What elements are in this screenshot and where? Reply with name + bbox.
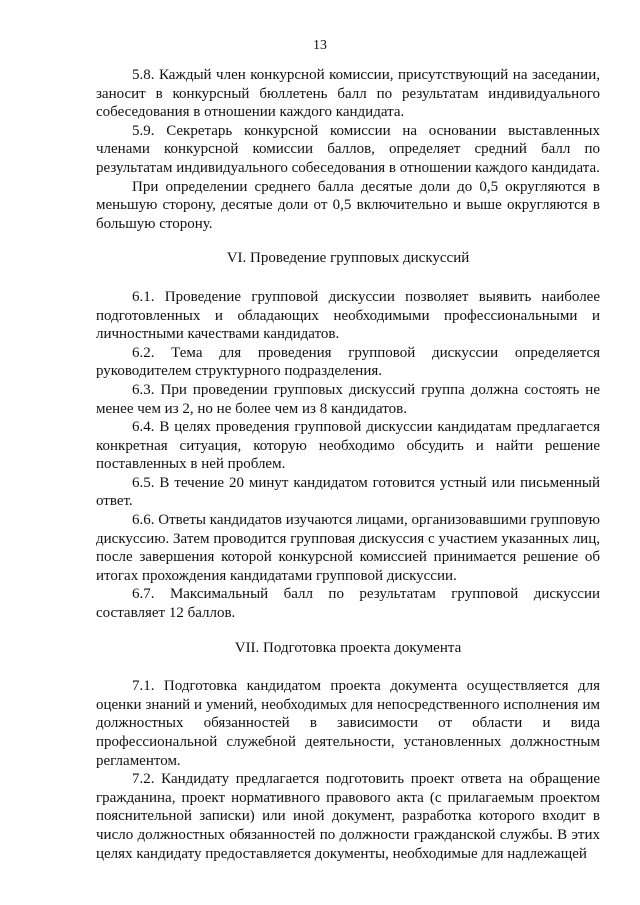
paragraph-5-8: 5.8. Каждый член конкурсной комиссии, присутствующий на заседании, заносит в конкурсный бюллетень балл по результатам индивидуального собеседования в отношении каждого кандидата. (96, 67, 600, 121)
paragraph-7-1: 7.1. Подготовка кандидатом проекта документа осуществляется для оценки знаний и умений, необходимых для непосредственного исполнения им должностных обязанностей в зависимости от области и вида профессиональной служебной деятельности, установленных должностным регламентом. (96, 678, 600, 769)
paragraph-6-7: 6.7. Максимальный балл по результатам групповой дискуссии составляет 12 баллов. (96, 586, 600, 622)
section-7-heading: VII. Подготовка проекта документа (234, 639, 462, 656)
paragraph-7-2: 7.2. Кандидату предлагается подготовить проект ответа на обращение гражданина, проект нормативного правового акта (с прилагаемым проектом пояснительной записки) или иной документ, разработка которого входит в число должностных обязанностей по должности гражданской службы. В этих целях кандидату предоставляется документы, необходимые для надлежащей (96, 771, 600, 862)
section-6-heading: VI. Проведение групповых дискуссий (226, 250, 470, 267)
paragraph-6-5: 6.5. В течение 20 минут кандидатом готовится устный или письменный ответ. (96, 474, 600, 510)
paragraph-6-1: 6.1. Проведение групповой дискуссии позволяет выявить наиболее подготовленных и обладающих необходимыми профессиональными и личностными качествами кандидатов. (96, 288, 600, 343)
paragraph-rounding-rule: При определении среднего балла десятые доли до 0,5 округляются в меньшую сторону, десятые доли от 0,5 включительно и выше округляются в большую сторону. (96, 178, 600, 232)
paragraph-6-6: 6.6. Ответы кандидатов изучаются лицами, организовавшими групповую дискуссию. Затем проводится групповая дискуссия с участием указанных лиц, после завершения которой конкурсной комиссией принимается решение об итогах прохождения кандидатами групповой дискуссии. (96, 512, 600, 584)
document-body (96, 66, 600, 863)
paragraph-6-2: 6.2. Тема для проведения групповой дискуссии определяется руководителем структурного подразделения. (96, 344, 600, 380)
paragraph-6-4: 6.4. В целях проведения групповой дискуссии кандидатам предлагается конкретная ситуация, которую необходимо обсудить и найти решение поставленных в ней проблем. (96, 419, 600, 473)
paragraph-6-3: 6.3. При проведении групповых дискуссий группа должна состоять не менее чем из 2, но не более чем из 8 кандидатов. (96, 381, 600, 417)
page-number: 13 (313, 38, 327, 53)
paragraph-5-9: 5.9. Секретарь конкурсной комиссии на основании выставленных членами конкурсной комиссии баллов, определяет средний балл по результатам индивидуального собеседования в отношении каждого кандидата. (96, 122, 600, 176)
